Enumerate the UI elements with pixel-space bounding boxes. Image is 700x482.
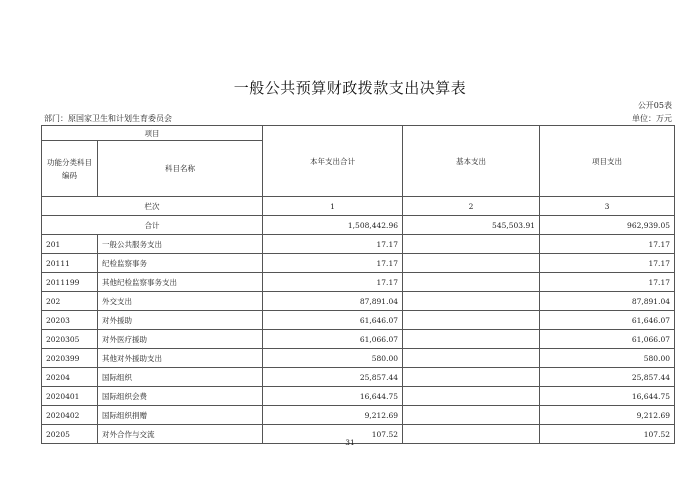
row-code: 2020401 <box>42 387 98 406</box>
total-basic: 545,503.91 <box>403 216 540 235</box>
page-title: 一般公共预算财政拨款支出决算表 <box>233 79 467 97</box>
expenditure-table <box>41 125 675 444</box>
row-total-amount: 16,644.75 <box>263 387 403 406</box>
header-subject-name: 科目名称 <box>98 141 263 197</box>
row-total-amount: 61,066.07 <box>263 330 403 349</box>
form-number: 公开05表 <box>637 101 672 110</box>
table-row <box>42 254 675 273</box>
row-code: 20204 <box>42 368 98 387</box>
row-total-amount: 17.17 <box>263 254 403 273</box>
row-subject-name: 国际组织会费 <box>98 387 263 406</box>
header-total-expense: 本年支出合计 <box>263 126 403 197</box>
table-row <box>42 273 675 292</box>
row-code: 20205 <box>42 425 98 444</box>
table-row <box>42 292 675 311</box>
row-code: 2011199 <box>42 273 98 292</box>
row-basic-amount <box>403 349 540 368</box>
column-number-2: 2 <box>403 197 540 216</box>
row-subject-name: 其他纪检监察事务支出 <box>98 273 263 292</box>
column-number-1: 1 <box>263 197 403 216</box>
row-total-amount: 9,212.69 <box>263 406 403 425</box>
row-total-amount: 17.17 <box>263 273 403 292</box>
table-row <box>42 311 675 330</box>
column-number-3: 3 <box>540 197 675 216</box>
row-code: 20203 <box>42 311 98 330</box>
row-project-amount: 25,857.44 <box>540 368 675 387</box>
row-basic-amount <box>403 330 540 349</box>
row-project-amount: 17.17 <box>540 235 675 254</box>
row-basic-amount <box>403 387 540 406</box>
row-subject-name: 对外医疗援助 <box>98 330 263 349</box>
row-project-amount: 17.17 <box>540 254 675 273</box>
header-project-expense: 项目支出 <box>540 126 675 197</box>
total-project: 962,939.05 <box>540 216 675 235</box>
table-row <box>42 235 675 254</box>
row-basic-amount <box>403 235 540 254</box>
row-project-amount: 107.52 <box>540 425 675 444</box>
unit-label: 单位：万元 <box>632 114 672 123</box>
row-subject-name: 对外合作与交流 <box>98 425 263 444</box>
row-basic-amount <box>403 254 540 273</box>
table-row <box>42 349 675 368</box>
table-row <box>42 406 675 425</box>
row-total-amount: 17.17 <box>263 235 403 254</box>
row-project-amount: 17.17 <box>540 273 675 292</box>
row-code: 2020402 <box>42 406 98 425</box>
row-code: 20111 <box>42 254 98 273</box>
row-project-amount: 61,646.07 <box>540 311 675 330</box>
row-code: 2020305 <box>42 330 98 349</box>
row-subject-name: 外交支出 <box>98 292 263 311</box>
row-project-amount: 87,891.04 <box>540 292 675 311</box>
row-code: 2020399 <box>42 349 98 368</box>
header-function-code: 功能分类科目编码 <box>42 141 98 197</box>
row-total-amount: 107.52 <box>263 425 403 444</box>
row-total-amount: 87,891.04 <box>263 292 403 311</box>
row-basic-amount <box>403 273 540 292</box>
table-row <box>42 387 675 406</box>
department-label: 部门：原国家卫生和计划生育委员会 <box>44 114 172 123</box>
total-label: 合计 <box>42 216 263 235</box>
row-basic-amount <box>403 368 540 387</box>
row-code: 202 <box>42 292 98 311</box>
row-total-amount: 25,857.44 <box>263 368 403 387</box>
row-project-amount: 16,644.75 <box>540 387 675 406</box>
row-total-amount: 580.00 <box>263 349 403 368</box>
row-basic-amount <box>403 406 540 425</box>
row-subject-name: 国际组织捐赠 <box>98 406 263 425</box>
row-subject-name: 国际组织 <box>98 368 263 387</box>
page-number: 31 <box>345 438 355 447</box>
row-subject-name: 纪检监察事务 <box>98 254 263 273</box>
row-project-amount: 580.00 <box>540 349 675 368</box>
row-subject-name: 对外援助 <box>98 311 263 330</box>
row-subject-name: 其他对外援助支出 <box>98 349 263 368</box>
table-row <box>42 330 675 349</box>
row-project-amount: 61,066.07 <box>540 330 675 349</box>
total-amount: 1,508,442.96 <box>263 216 403 235</box>
total-row <box>42 216 675 235</box>
header-basic-expense: 基本支出 <box>403 126 540 197</box>
row-basic-amount <box>403 311 540 330</box>
row-project-amount: 9,212.69 <box>540 406 675 425</box>
table-row <box>42 368 675 387</box>
row-subject-name: 一般公共服务支出 <box>98 235 263 254</box>
row-basic-amount <box>403 292 540 311</box>
header-project: 项目 <box>42 126 263 141</box>
row-code: 201 <box>42 235 98 254</box>
row-total-amount: 61,646.07 <box>263 311 403 330</box>
row-index-label: 栏次 <box>42 197 263 216</box>
